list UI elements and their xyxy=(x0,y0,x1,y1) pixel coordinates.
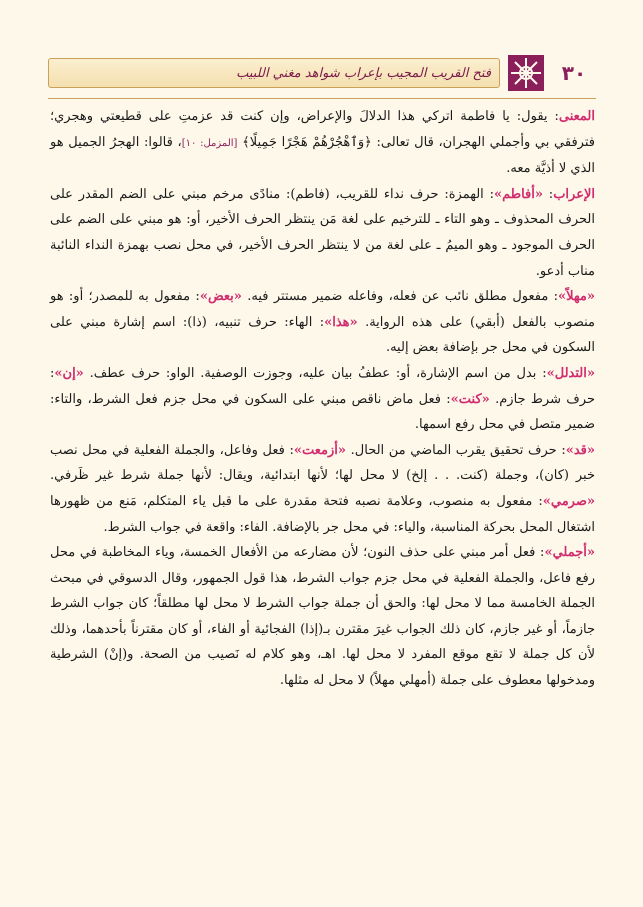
quran-reference: [المزمل: ١٠] xyxy=(181,137,238,149)
keyword-qad: «قد» xyxy=(565,442,595,458)
parsing-text: : الهمزة: حرف نداء للقريب، (فاطم): منادًى مرخم مبني على الضم المقدر على الحرف المحذوف ـ وهو التاء ـ للترخيم على لغة مَن ينتظر الحرف الأخير، أو: هو مبني على الضم على الحرف الموجود ـ وهو الميمُ ـ على لغة من لا ينتظر الحرف الأخير، في محل نصب بهمزة النداء النائبة مناب أدعو. xyxy=(50,186,595,279)
meaning-paragraph xyxy=(50,104,595,182)
text-bad: : مفعول به للمصدر؛ أو: هو منصوب بالفعل (أبقي) على هذه الرواية. xyxy=(50,289,595,330)
meaning-text: : يقول: يا فاطمة اتركي هذا الدلالَ والإعراض، وإن كنت قد عزمتِ على قطيعتي وهجري؛ فترفقي بي وأجملي الهجران، قال تعالى: ﴿وَٱهْجُرْهُمْ هَجْرًا جَمِيلًا﴾ xyxy=(50,109,595,150)
keyword-bad: «بعض» xyxy=(199,289,242,305)
keyword-hatha: «هذا» xyxy=(324,314,358,330)
text-sarmi: : مفعول به منصوب، وعلامة نصبه فتحة مقدرة على ما قبل ياء المتكلم، مَنع من ظهورها اشتغال المحل بحركة المناسبة، والياء: في محل جر بالإضافة. الفاء: واقعة في جواب الشرط. xyxy=(50,493,595,535)
parsing-paragraph xyxy=(50,182,595,284)
book-title-band xyxy=(48,58,500,88)
page-number: ٣٠ xyxy=(561,61,587,85)
parsing-paragraph-tadallul xyxy=(50,361,595,438)
keyword-azmati: «أزمعت» xyxy=(293,442,347,458)
page-header xyxy=(48,50,596,96)
text-kunti: : فعل ماض ناقص مبني على السكون في محل جزم فعل الشرط، والتاء: ضمير متصل في محل رفع اسمها. xyxy=(50,391,595,433)
page-body xyxy=(50,104,595,694)
text-hatha: : الهاء: حرف تنبيه، (ذا): اسم إشارة مبني على السكون في محل جر بإضافة بعض إليه. xyxy=(50,314,595,356)
text-qad: : حرف تحقيق يقرب الماضي من الحال. xyxy=(346,442,566,458)
keyword-ajmili: «أجملي» xyxy=(544,545,595,561)
book-title: فتح القريب المجيب بإعراب شواهد مغني اللبيب xyxy=(236,65,491,81)
header-divider xyxy=(48,98,596,99)
parsing-colon: : xyxy=(543,186,554,202)
keyword-in: «إن» xyxy=(54,365,84,381)
keyword-tadallul: «التدلل» xyxy=(546,365,595,381)
keyword-sarmi: «صرمي» xyxy=(542,493,595,509)
text-tadallul: : بدل من اسم الإشارة، أو: عطفُ بيان عليه، وجوزت الوصفية. الواو: حرف عطف. xyxy=(83,365,547,381)
keyword-kunti: «كنت» xyxy=(450,391,490,407)
keyword-afatim: «أفاطم» xyxy=(493,186,543,202)
text-azmati: : فعل وفاعل، والجملة الفعلية في محل نصب خبر (كان)، وجملة (كنت. . . إلخ) لا محل لها؛ لأنها ابتدائية، ويقال: لأنها جملة شرط غير ظَرفي. xyxy=(50,442,595,484)
parsing-paragraph-mahlan xyxy=(50,284,595,361)
meaning-text-end: ، قالوا: الهجرُ الجميل هو الذي لا أذيَّة معه. xyxy=(50,134,595,177)
parsing-label: الإعراب xyxy=(553,186,595,202)
text-in: : حرف شرط جازم. xyxy=(50,365,595,407)
parsing-paragraph-ajmili xyxy=(50,540,595,694)
parsing-paragraph-qad xyxy=(50,438,595,540)
meaning-label: المعنى xyxy=(558,109,595,124)
text-ajmili: : فعل أمر مبني على حذف النون؛ لأن مضارعه من الأفعال الخمسة، وياء المخاطبة في محل رفع فاعل، والجملة الفعلية في محل جزم جواب الشرط، هذا قول الجمهور، وقال الدسوقي في مبحث الجملة الخامسة مما لا محل لها: والحق أن جملة جواب الشرط لا محل لها مطلقاً؛ كان جواب الشرط جازماً، أو غير جازم، كان ذلك الجواب غيرَ مقترن بـ(إذا) الفجائية أو الفاء، أو كان مقترناً بأحدهما، وذلك لأن كل جملة لا تقع موقع المفرد لا محل لها. اهـ، وهو كلام له نَصيب من الصحة. و(إنْ) الشرطية ومدخولها معطوف على جملة (أمهلي مهلاً) لا محل له مثلها. xyxy=(50,545,595,689)
keyword-mahlan: «مهلاً» xyxy=(558,289,595,305)
text-mahlan: : مفعول مطلق نائب عن فعله، وفاعله ضمير مستتر فيه. xyxy=(241,289,559,305)
ornament-star-icon xyxy=(506,53,546,93)
